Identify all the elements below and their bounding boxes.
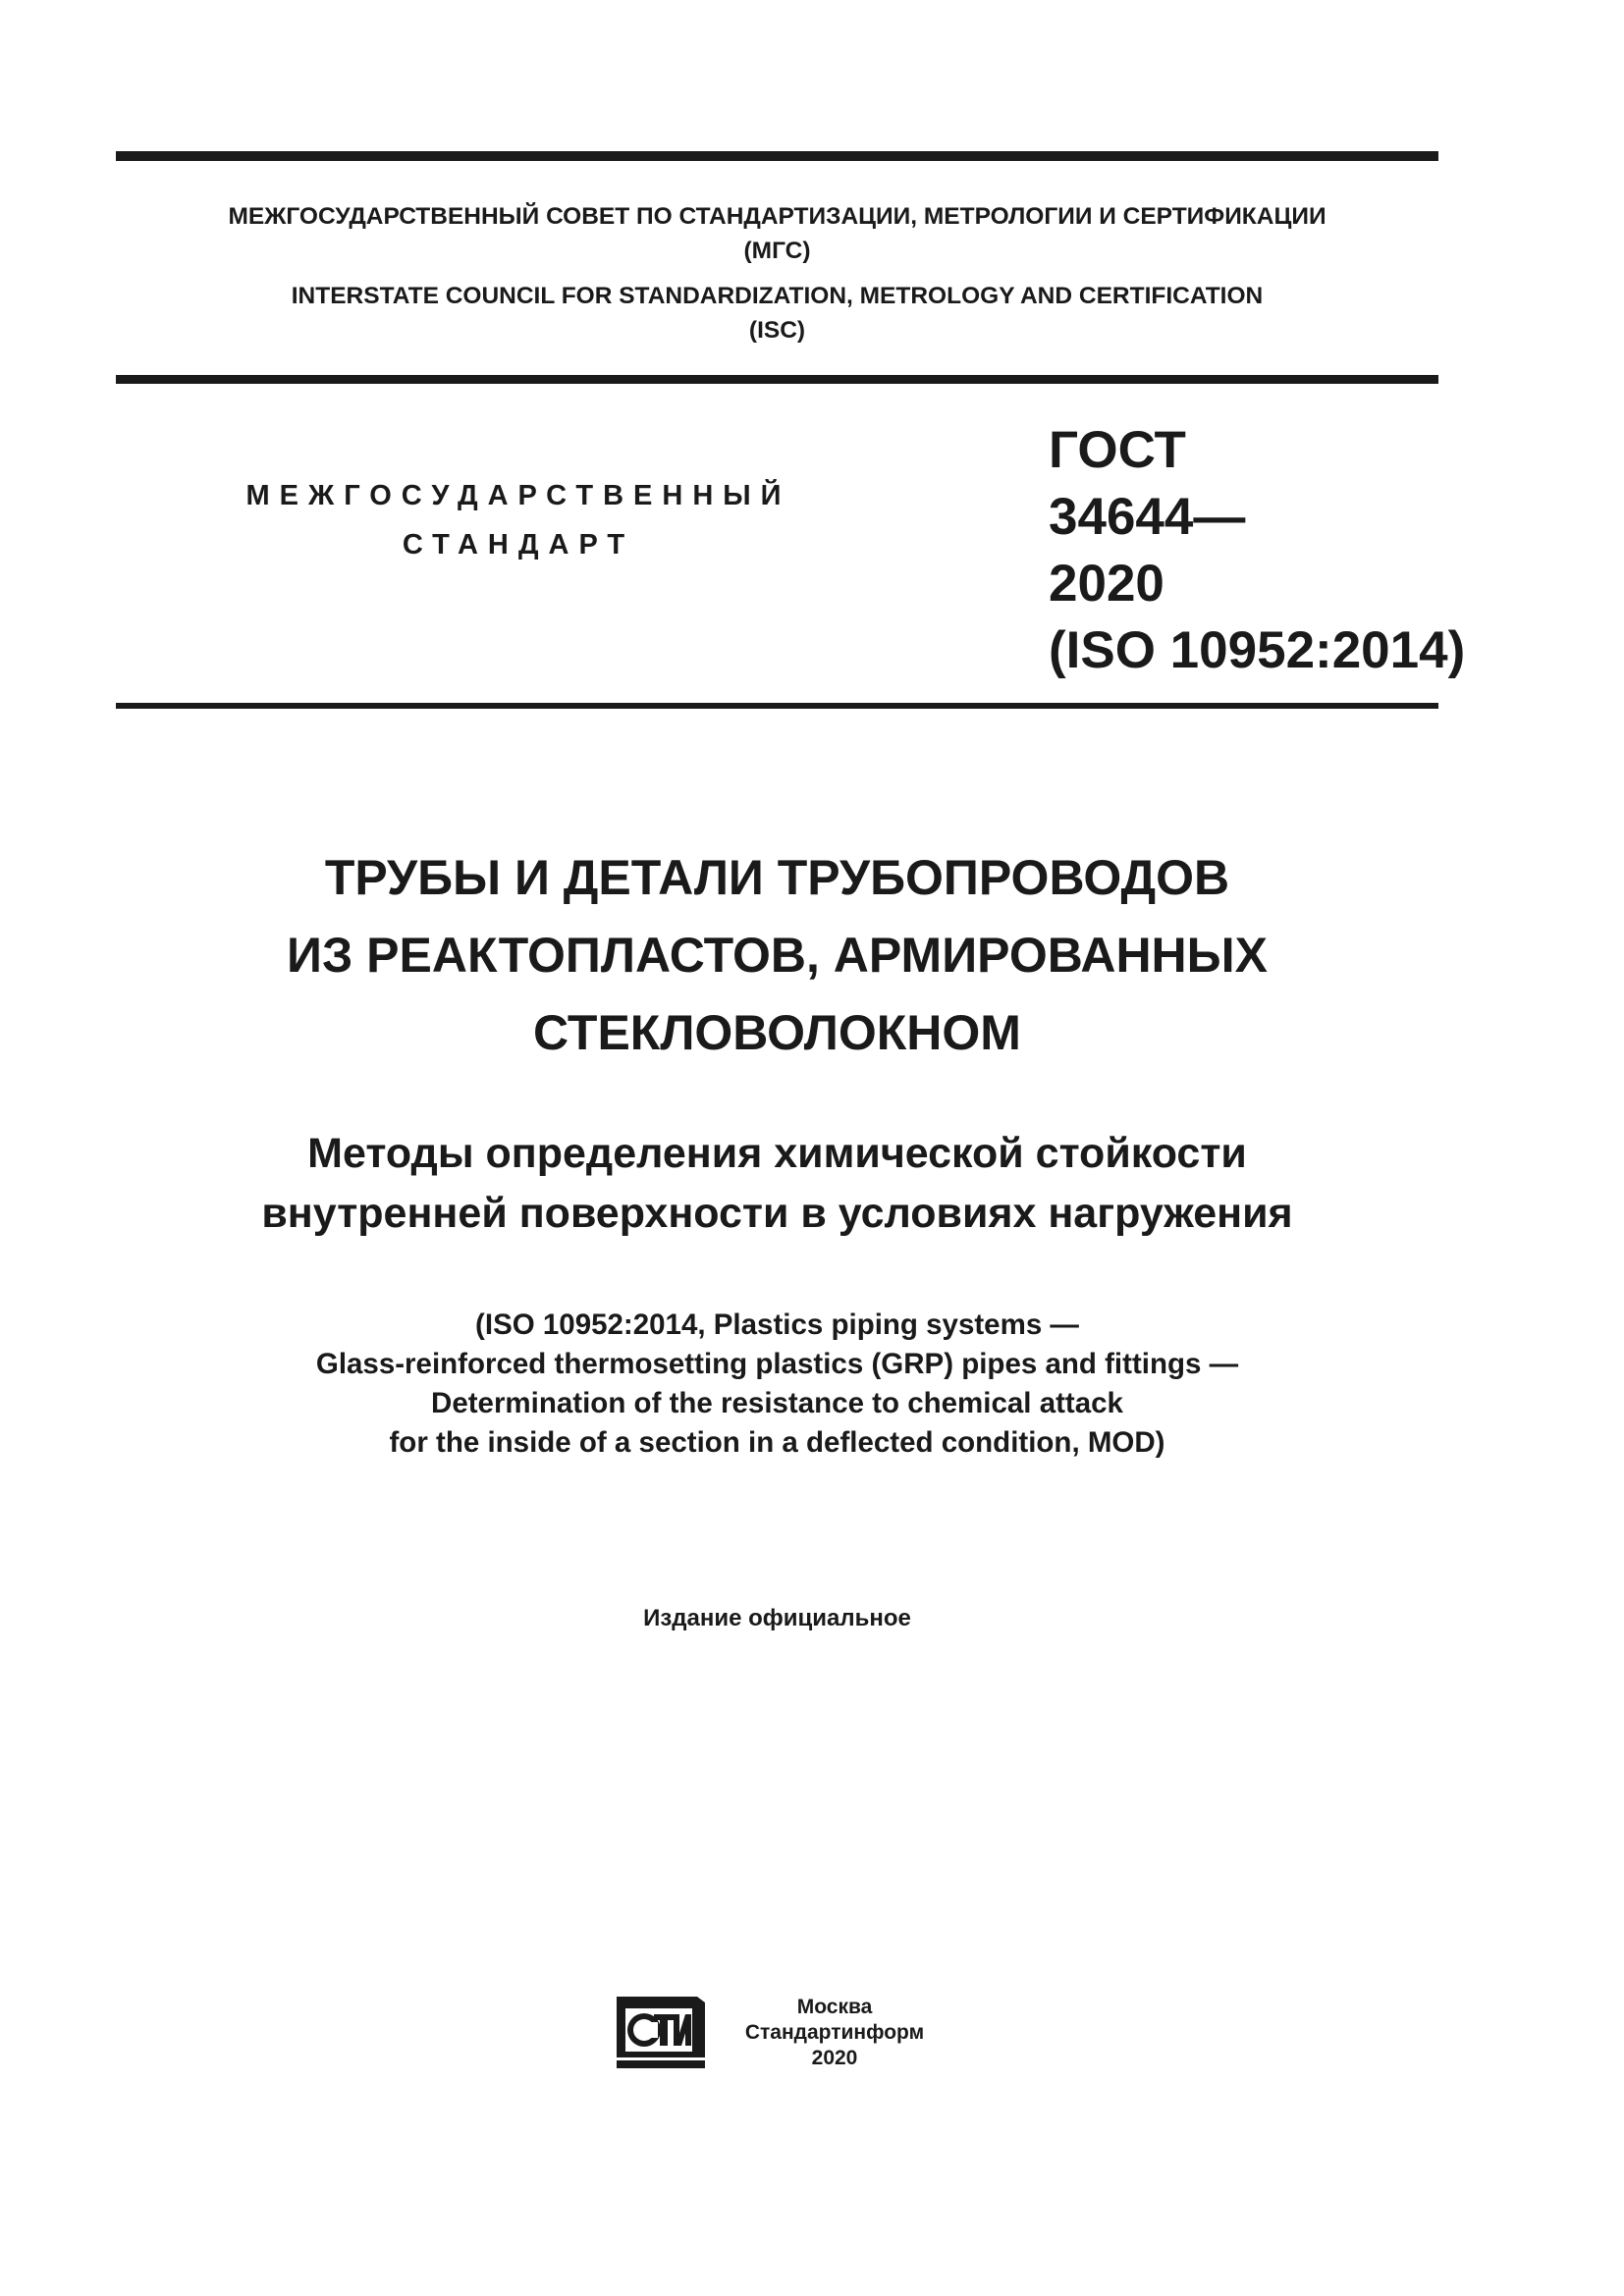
subtitle-line: Методы определения химической стойкости [307, 1130, 1247, 1177]
document-subtitle [116, 1124, 1438, 1244]
top-rule [116, 151, 1438, 161]
standard-kind-line2: СТАНДАРТ [402, 529, 635, 561]
iso-title [116, 1306, 1438, 1463]
gost-year: 2020 [1049, 555, 1164, 613]
gost-iso-ref: (ISO 10952:2014) [1049, 621, 1466, 679]
gost-number: 34644— [1049, 488, 1246, 546]
title-line: СТЕКЛОВОЛОКНОМ [533, 1005, 1021, 1060]
council-en-abbr: (ISC) [748, 317, 806, 344]
publisher-name: Стандартинформ [744, 2021, 925, 2044]
standartinform-logo-icon [617, 1997, 705, 2068]
publisher-city: Москва [796, 1996, 873, 2018]
iso-title-line: Glass-reinforced thermosetting plastics (GRP) pipes and fittings — [315, 1348, 1239, 1380]
subtitle-line: внутренней поверхности в условиях нагружения [261, 1190, 1293, 1237]
edition-label: Издание официальное [643, 1605, 911, 1631]
designation-rule [116, 703, 1438, 709]
standard-kind-line1: МЕЖГОСУДАРСТВЕННЫЙ [245, 480, 791, 511]
publisher-year: 2020 [811, 2047, 858, 2069]
iso-title-line: for the inside of a section in a deflected condition, MOD) [389, 1426, 1165, 1459]
gost-label: ГОСТ [1049, 421, 1186, 479]
council-ru [116, 199, 1438, 268]
header-rule [116, 375, 1438, 384]
title-line: ИЗ РЕАКТОПЛАСТОВ, АРМИРОВАННЫХ [287, 928, 1268, 983]
council-en-name: INTERSTATE COUNCIL FOR STANDARDIZATION, METROLOGY AND CERTIFICATION [291, 283, 1264, 309]
publisher [727, 1995, 943, 2071]
standard-kind [116, 471, 921, 569]
council-ru-name: МЕЖГОСУДАРСТВЕННЫЙ СОВЕТ ПО СТАНДАРТИЗАЦИИ, МЕТРОЛОГИИ И СЕРТИФИКАЦИИ [228, 203, 1326, 230]
document-title [116, 839, 1438, 1072]
council-ru-abbr: (МГС) [743, 238, 811, 264]
gost-designation [1049, 417, 1465, 684]
council-en [116, 279, 1438, 347]
title-line: ТРУБЫ И ДЕТАЛИ ТРУБОПРОВОДОВ [324, 850, 1230, 905]
iso-title-line: Determination of the resistance to chemical attack [431, 1387, 1123, 1419]
iso-title-line: (ISO 10952:2014, Plastics piping systems — [475, 1308, 1079, 1341]
